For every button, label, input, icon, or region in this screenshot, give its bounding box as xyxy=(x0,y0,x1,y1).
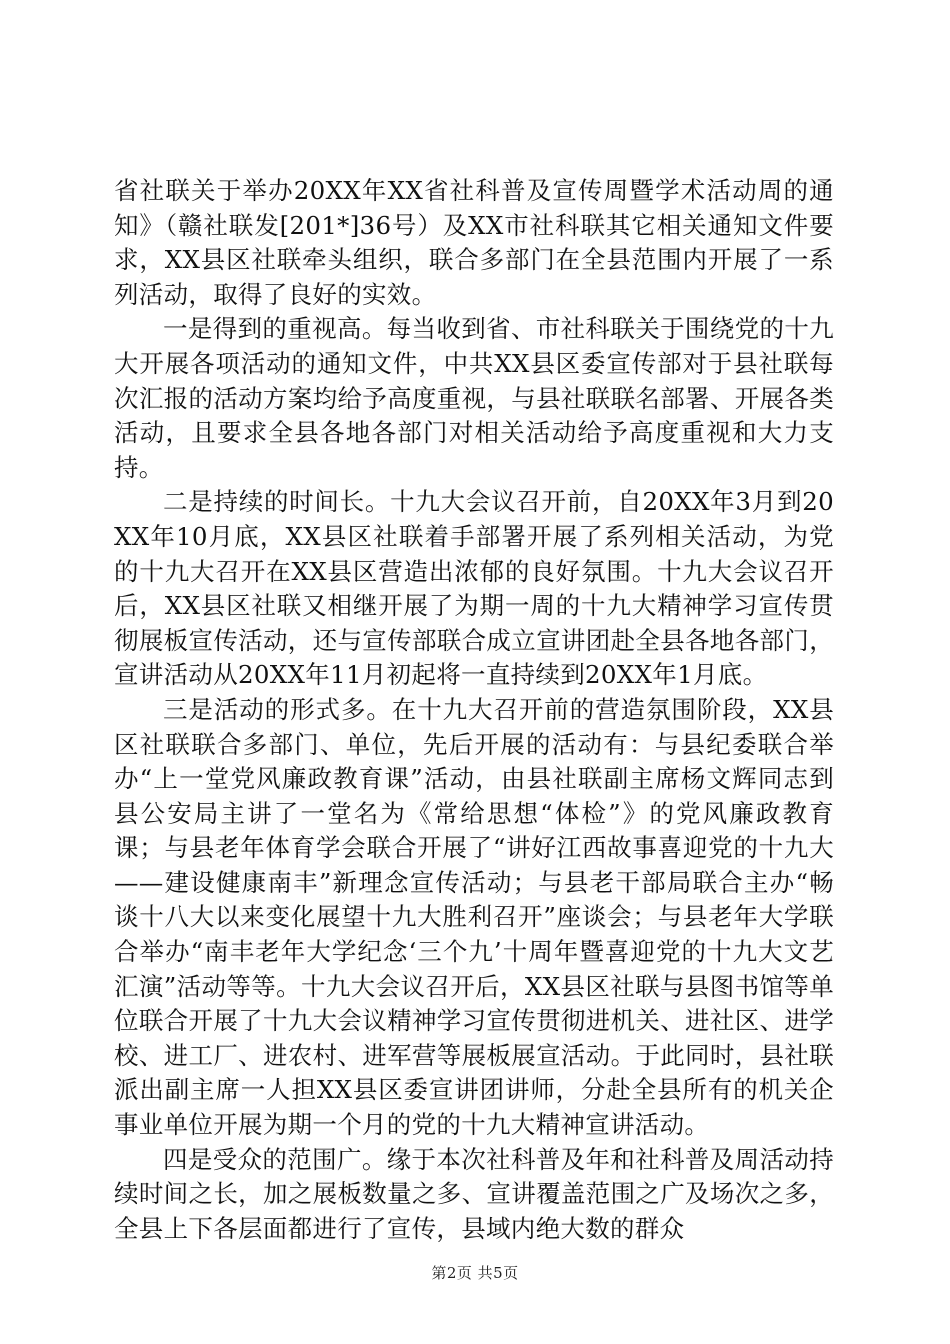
page-number-footer: 第2页 共5页 xyxy=(431,1264,519,1282)
paragraph-point-three: 三是活动的形式多。在十九大召开前的营造氛围阶段，XX县区社联联合多部门、单位，先后开展的活动有：与县纪委联合举办“上一堂党风廉政教育课”活动，由县社联副主席杨文辉同志到县公安局主讲了一堂名为《常给思想“体检”》的党风廉政教育课；与县老年体育学会联合开展了“讲好江西故事喜迎党的十九大——建设健康南丰”新理念宣传活动；与县老干部局联合主办“畅谈十八大以来变化展望十九大胜利召开”座谈会；与县老年大学联合举办“南丰老年大学纪念‘三个九’十周年暨喜迎党的十九大文艺汇演”活动等等。十九大会议召开后，XX县区社联与县图书馆等单位联合开展了十九大会议精神学习宣传贯彻进机关、进社区、进学校、进工厂、进农村、进军营等展板展宣活动。于此同时，县社联派出副主席一人担XX县区委宣讲团讲师，分赴全县所有的机关企事业单位开展为期一个月的党的十九大精神宣讲活动。 xyxy=(114,694,834,1140)
paragraph-continuation: 省社联关于举办20XX年XX省社科普及宣传周暨学术活动周的通知》（赣社联发[201*]36号）及XX市社科联其它相关通知文件要求，XX县区社联牵头组织，联合多部门在全县范围内开展了一系列活动，取得了良好的实效。 xyxy=(114,176,834,309)
paragraph-point-two: 二是持续的时间长。十九大会议召开前，自20XX年3月到20XX年10月底，XX县区社联着手部署开展了系列相关活动，为党的十九大召开在XX县区营造出浓郁的良好氛围。十九大会议召开后，XX县区社联又相继开展了为期一周的十九大精神学习宣传贯彻展板宣传活动，还与宣传部联合成立宣讲团赴全县各地各部门，宣讲活动从20XX年11月初起将一直持续到20XX年1月底。 xyxy=(114,487,834,690)
paragraph-point-four: 四是受众的范围广。缘于本次社科普及年和社科普及周活动持续时间之长，加之展板数量之多、宣讲覆盖范围之广及场次之多，全县上下各层面都进行了宣传，县域内绝大数的群众 xyxy=(114,1144,834,1243)
paragraph-point-one: 一是得到的重视高。每当收到省、市社科联关于围绕党的十九大开展各项活动的通知文件，中共XX县区委宣传部对于县社联每次汇报的活动方案均给予高度重视，与县社联联名部署、开展各类活动，且要求全县各地各部门对相关活动给予高度重视和大力支持。 xyxy=(114,314,834,482)
document-body xyxy=(114,174,834,1246)
